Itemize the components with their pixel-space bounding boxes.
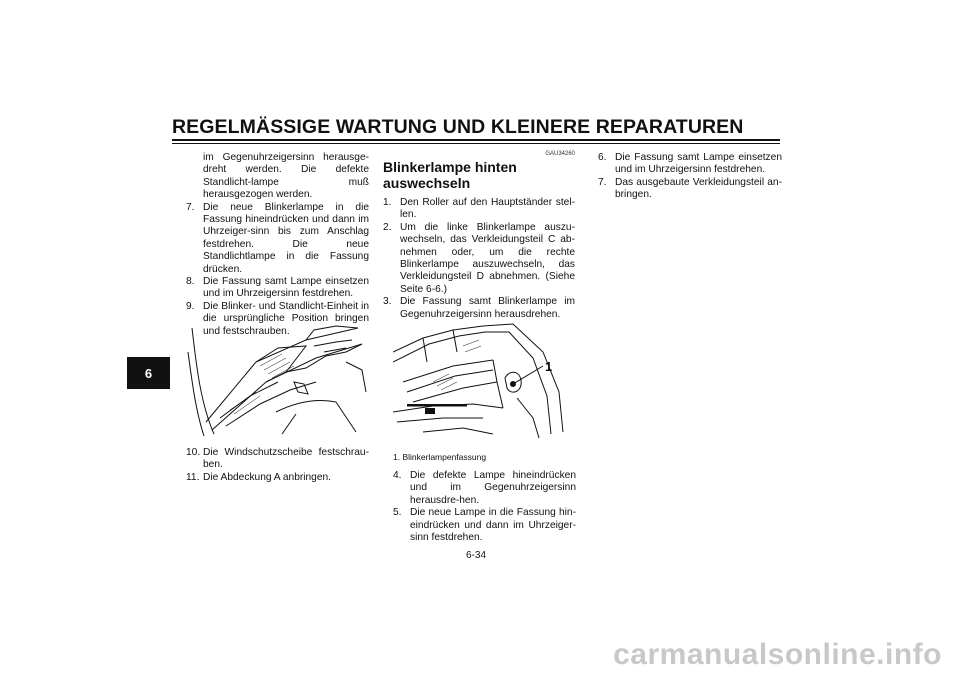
list-item [598, 152, 782, 177]
section-code: GAU34260 [545, 151, 575, 157]
step-text: Die Windschutzscheibe festschrau-ben. [203, 447, 369, 471]
list-item [186, 447, 369, 472]
step-number: 1. [383, 197, 392, 208]
chapter-tab: 6 [127, 357, 170, 389]
list-item [393, 470, 576, 507]
figure-callout-number: 1 [545, 359, 553, 374]
front-blinker-illustration [186, 322, 370, 438]
figure-caption: 1. Blinkerlampenfassung [393, 452, 487, 462]
step-text: Die neue Lampe in die Fassung hin-eindrücken und dann im Uhrzeiger-sinn festdrehen. [410, 507, 576, 544]
step-number: 2. [383, 221, 392, 233]
step-text: Das ausgebaute Verkleidungsteil an-bringen. [615, 176, 782, 201]
list-item [186, 202, 369, 276]
list-item [393, 507, 576, 544]
step-text: Die Blinker- und Standlicht-Einheit in die ursprüngliche Position bringen und festschrauben. [203, 300, 369, 337]
step-6-continuation: im Gegenuhrzeigersinn herausge-dreht werden. Die defekte Standlicht-lampe muß herausgezogen werden. [203, 152, 369, 201]
column-right [598, 152, 782, 202]
column-middle [383, 150, 575, 321]
list-item [383, 296, 575, 321]
rear-blinker-illustration [393, 322, 576, 440]
header-rule-thin [172, 143, 780, 144]
column-left [186, 152, 369, 338]
list-item [383, 222, 575, 296]
list-item [186, 472, 369, 484]
page-number: 6-34 [466, 550, 487, 561]
step-text: Die Fassung samt Blinkerlampe im Gegenuhrzeigersinn herausdrehen. [400, 296, 575, 320]
list-item [383, 197, 575, 222]
step-number: 7. [598, 176, 607, 188]
step-number: 10. [186, 447, 201, 458]
column-left-lower [186, 447, 369, 484]
step-number: 8. [186, 276, 195, 288]
step-text: Die neue Blinkerlampe in die Fassung hineindrücken und dann im Uhrzeiger-sinn bis zum Anschlag festdrehen. Die neue Standlichtlampe in die Fassung drücken. [203, 201, 369, 275]
step-number: 3. [383, 296, 392, 308]
step-number: 9. [186, 300, 195, 312]
step-number: 4. [393, 470, 402, 481]
step-number: 11. [186, 471, 200, 483]
step-text: Den Roller auf den Hauptständer stel-len. [400, 197, 575, 221]
step-text: Die defekte Lampe hineindrücken und im Gegenuhrzeigersinn herausdre-hen. [410, 470, 576, 506]
step-text: Die Abdeckung A anbringen. [203, 471, 332, 483]
section-title: Blinkerlampe hinten auswechseln [383, 159, 517, 191]
step-text: Die Fassung samt Lampe einsetzen und im Uhrzeigersinn festdrehen. [615, 152, 782, 176]
step-text: Um die linke Blinkerlampe auszu-wechseln, das Verkleidungsteil C ab-nehmen oder, um die rechte Blinkerlampe auszuwechseln, das Verkleidungsteil D abnehmen. (Siehe Seite 6-6.) [400, 221, 575, 295]
header-rule [172, 139, 780, 141]
list-item [598, 177, 782, 202]
step-number: 5. [393, 507, 402, 519]
column-middle-lower [393, 470, 576, 544]
step-text: Die Fassung samt Lampe einsetzen und im Uhrzeigersinn festdrehen. [203, 276, 369, 300]
list-item [186, 276, 369, 301]
watermark: carmanualsonline.info [613, 638, 942, 671]
step-number: 6. [598, 152, 607, 163]
page-header-title: REGELMÄSSIGE WARTUNG UND KLEINERE REPARATUREN [172, 116, 744, 138]
step-number: 7. [186, 201, 195, 213]
